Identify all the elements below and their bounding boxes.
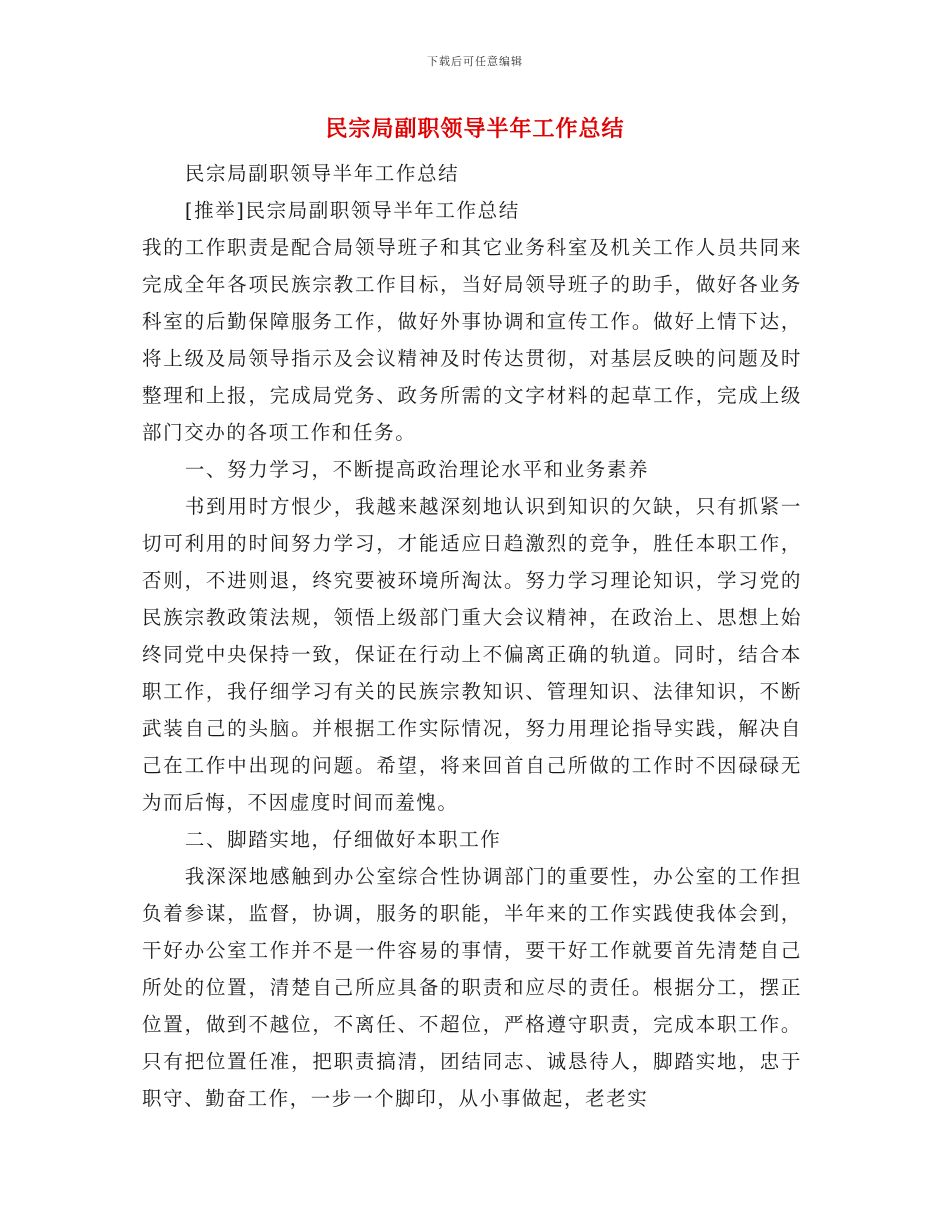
section-heading-1: 一、努力学习，不断提高政治理论水平和业务素养	[184, 458, 650, 481]
study-paragraph: 书到用时方恨少，我越来越深刻地认识到知识的欠缺，只有抓紧一切可利用的时间努力学习，才能适应日趋激烈的竞争，胜任本职工作，否则，不进则退，终究要被环境所淘汰。努力学习理论知识，学习党的民族宗教政策法规，领悟上级部门重大会议精神，在政治上、思想上始终同党中央保持一致，保证在行动上不偏离正确的轨道。同时，结合本职工作，我仔细学习有关的民族宗教知识、管理知识、法律知识，不断武装自己的头脑。并根据工作实际情况，努力用理论指导实践，解决自己在工作中出现的问题。希望，将来回首自己所做的工作时不因碌碌无为而后悔，不因虚度时间而羞愧。	[142, 495, 802, 814]
work-paragraph: 我深深地感触到办公室综合性协调部门的重要性，办公室的工作担负着参谋，监督，协调，服务的职能，半年来的工作实践使我体会到，干好办公室工作并不是一件容易的事情，要干好工作就要首先清楚自己所处的位置，清楚自己所应具备的职责和应尽的责任。根据分工，摆正位置，做到不越位，不离任、不超位，严格遵守职责，完成本职工作。只有把位置任准，把职责搞清，团结同志、诚恳待人，脚踏实地，忠于职守、勤奋工作，一步一个脚印，从小事做起，老老实	[142, 865, 802, 1110]
recommend-paragraph: [推举]民宗局副职领导半年工作总结	[184, 199, 520, 222]
subtitle-paragraph: 民宗局副职领导半年工作总结	[184, 162, 460, 185]
document-body	[142, 155, 802, 1117]
download-note: 下载后可任意编辑	[427, 55, 523, 68]
section-heading-2: 二、脚踏实地，仔细做好本职工作	[184, 828, 502, 851]
document-title: 民宗局副职领导半年工作总结	[325, 116, 625, 142]
duties-paragraph: 我的工作职责是配合局领导班子和其它业务科室及机关工作人员共同来完成全年各项民族宗教工作目标，当好局领导班子的助手，做好各业务科室的后勤保障服务工作，做好外事协调和宣传工作。做好上情下达，将上级及局领导指示及会议精神及时传达贯彻，对基层反映的问题及时整理和上报，完成局党务、政务所需的文字材料的起草工作，完成上级部门交办的各项工作和任务。	[142, 236, 802, 444]
